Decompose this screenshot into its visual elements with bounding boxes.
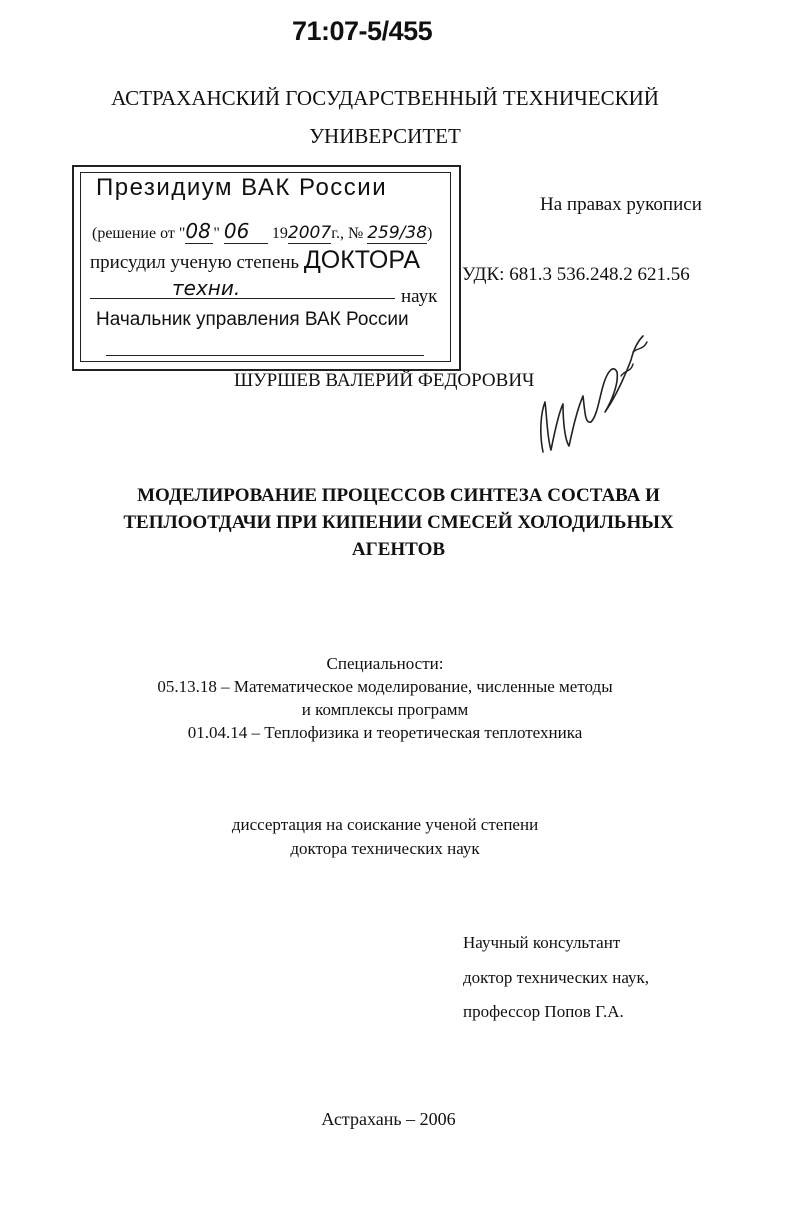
stamp-signature-line [106, 355, 424, 356]
degree-label: ДОКТОРА [303, 246, 421, 274]
specialty-2: 01.04.14 – Теплофизика и теоретическая теплотехника [187, 723, 583, 742]
author-signature-icon [525, 312, 665, 462]
stamp-decision-line [92, 219, 432, 244]
decision-number: 259/38 [367, 223, 428, 243]
decision-day: 08 [185, 219, 213, 244]
decision-year-suffix: г., № [331, 225, 364, 242]
author-name: ШУРШЕВ ВАЛЕРИЙ ФЕДОРОВИЧ [234, 370, 535, 391]
decision-sep: " [213, 225, 220, 242]
stamp-chief: Начальник управления ВАК России [96, 309, 409, 330]
stamp-field-suffix: наук [401, 286, 438, 307]
specialty-1-line-1: 05.13.18 – Математическое моделирование, численные методы [157, 677, 613, 696]
specialties-heading: Специальности: [326, 654, 444, 673]
consultant-line-1: Научный консультант [463, 933, 621, 952]
decision-year-prefix: 19 [271, 225, 288, 242]
university-line-2: УНИВЕРСИТЕТ [309, 124, 461, 148]
stamp-awarded-line [90, 246, 420, 275]
stamp-field-handwritten: техни. [172, 276, 241, 300]
decision-close: ) [427, 225, 433, 242]
consultant-line-3: профессор Попов Г.А. [463, 1002, 624, 1021]
stamp-title: Президиум ВАК России [96, 174, 388, 201]
university-line-1: АСТРАХАНСКИЙ ГОСУДАРСТВЕННЫЙ ТЕХНИЧЕСКИЙ [111, 86, 659, 110]
decision-prefix: (решение от " [92, 225, 186, 242]
awarded-text: присудил ученую степень [90, 252, 300, 273]
city-year: Астрахань – 2006 [321, 1109, 456, 1129]
udc-code: УДК: 681.3 536.248.2 621.56 [462, 264, 690, 285]
dissertation-title-line-1: МОДЕЛИРОВАНИЕ ПРОЦЕССОВ СИНТЕЗА СОСТАВА И [137, 485, 660, 506]
manuscript-rights: На правах рукописи [540, 194, 702, 215]
dissertation-degree-line-2: доктора технических наук [290, 839, 480, 858]
dissertation-degree-line-1: диссертация на соискание ученой степени [231, 815, 539, 834]
specialty-1-line-2: и комплексы программ [301, 700, 469, 719]
decision-month: 06 [224, 219, 268, 244]
decision-year: 2007 [287, 223, 332, 243]
consultant-line-2: доктор технических наук, [463, 968, 650, 987]
archive-code: 71:07-5/455 [292, 16, 433, 46]
dissertation-title-line-2: ТЕПЛООТДАЧИ ПРИ КИПЕНИИ СМЕСЕЙ ХОЛОДИЛЬНЫХ [123, 512, 674, 533]
dissertation-title-line-3: АГЕНТОВ [351, 539, 446, 560]
stamp-field-underline [90, 298, 395, 299]
